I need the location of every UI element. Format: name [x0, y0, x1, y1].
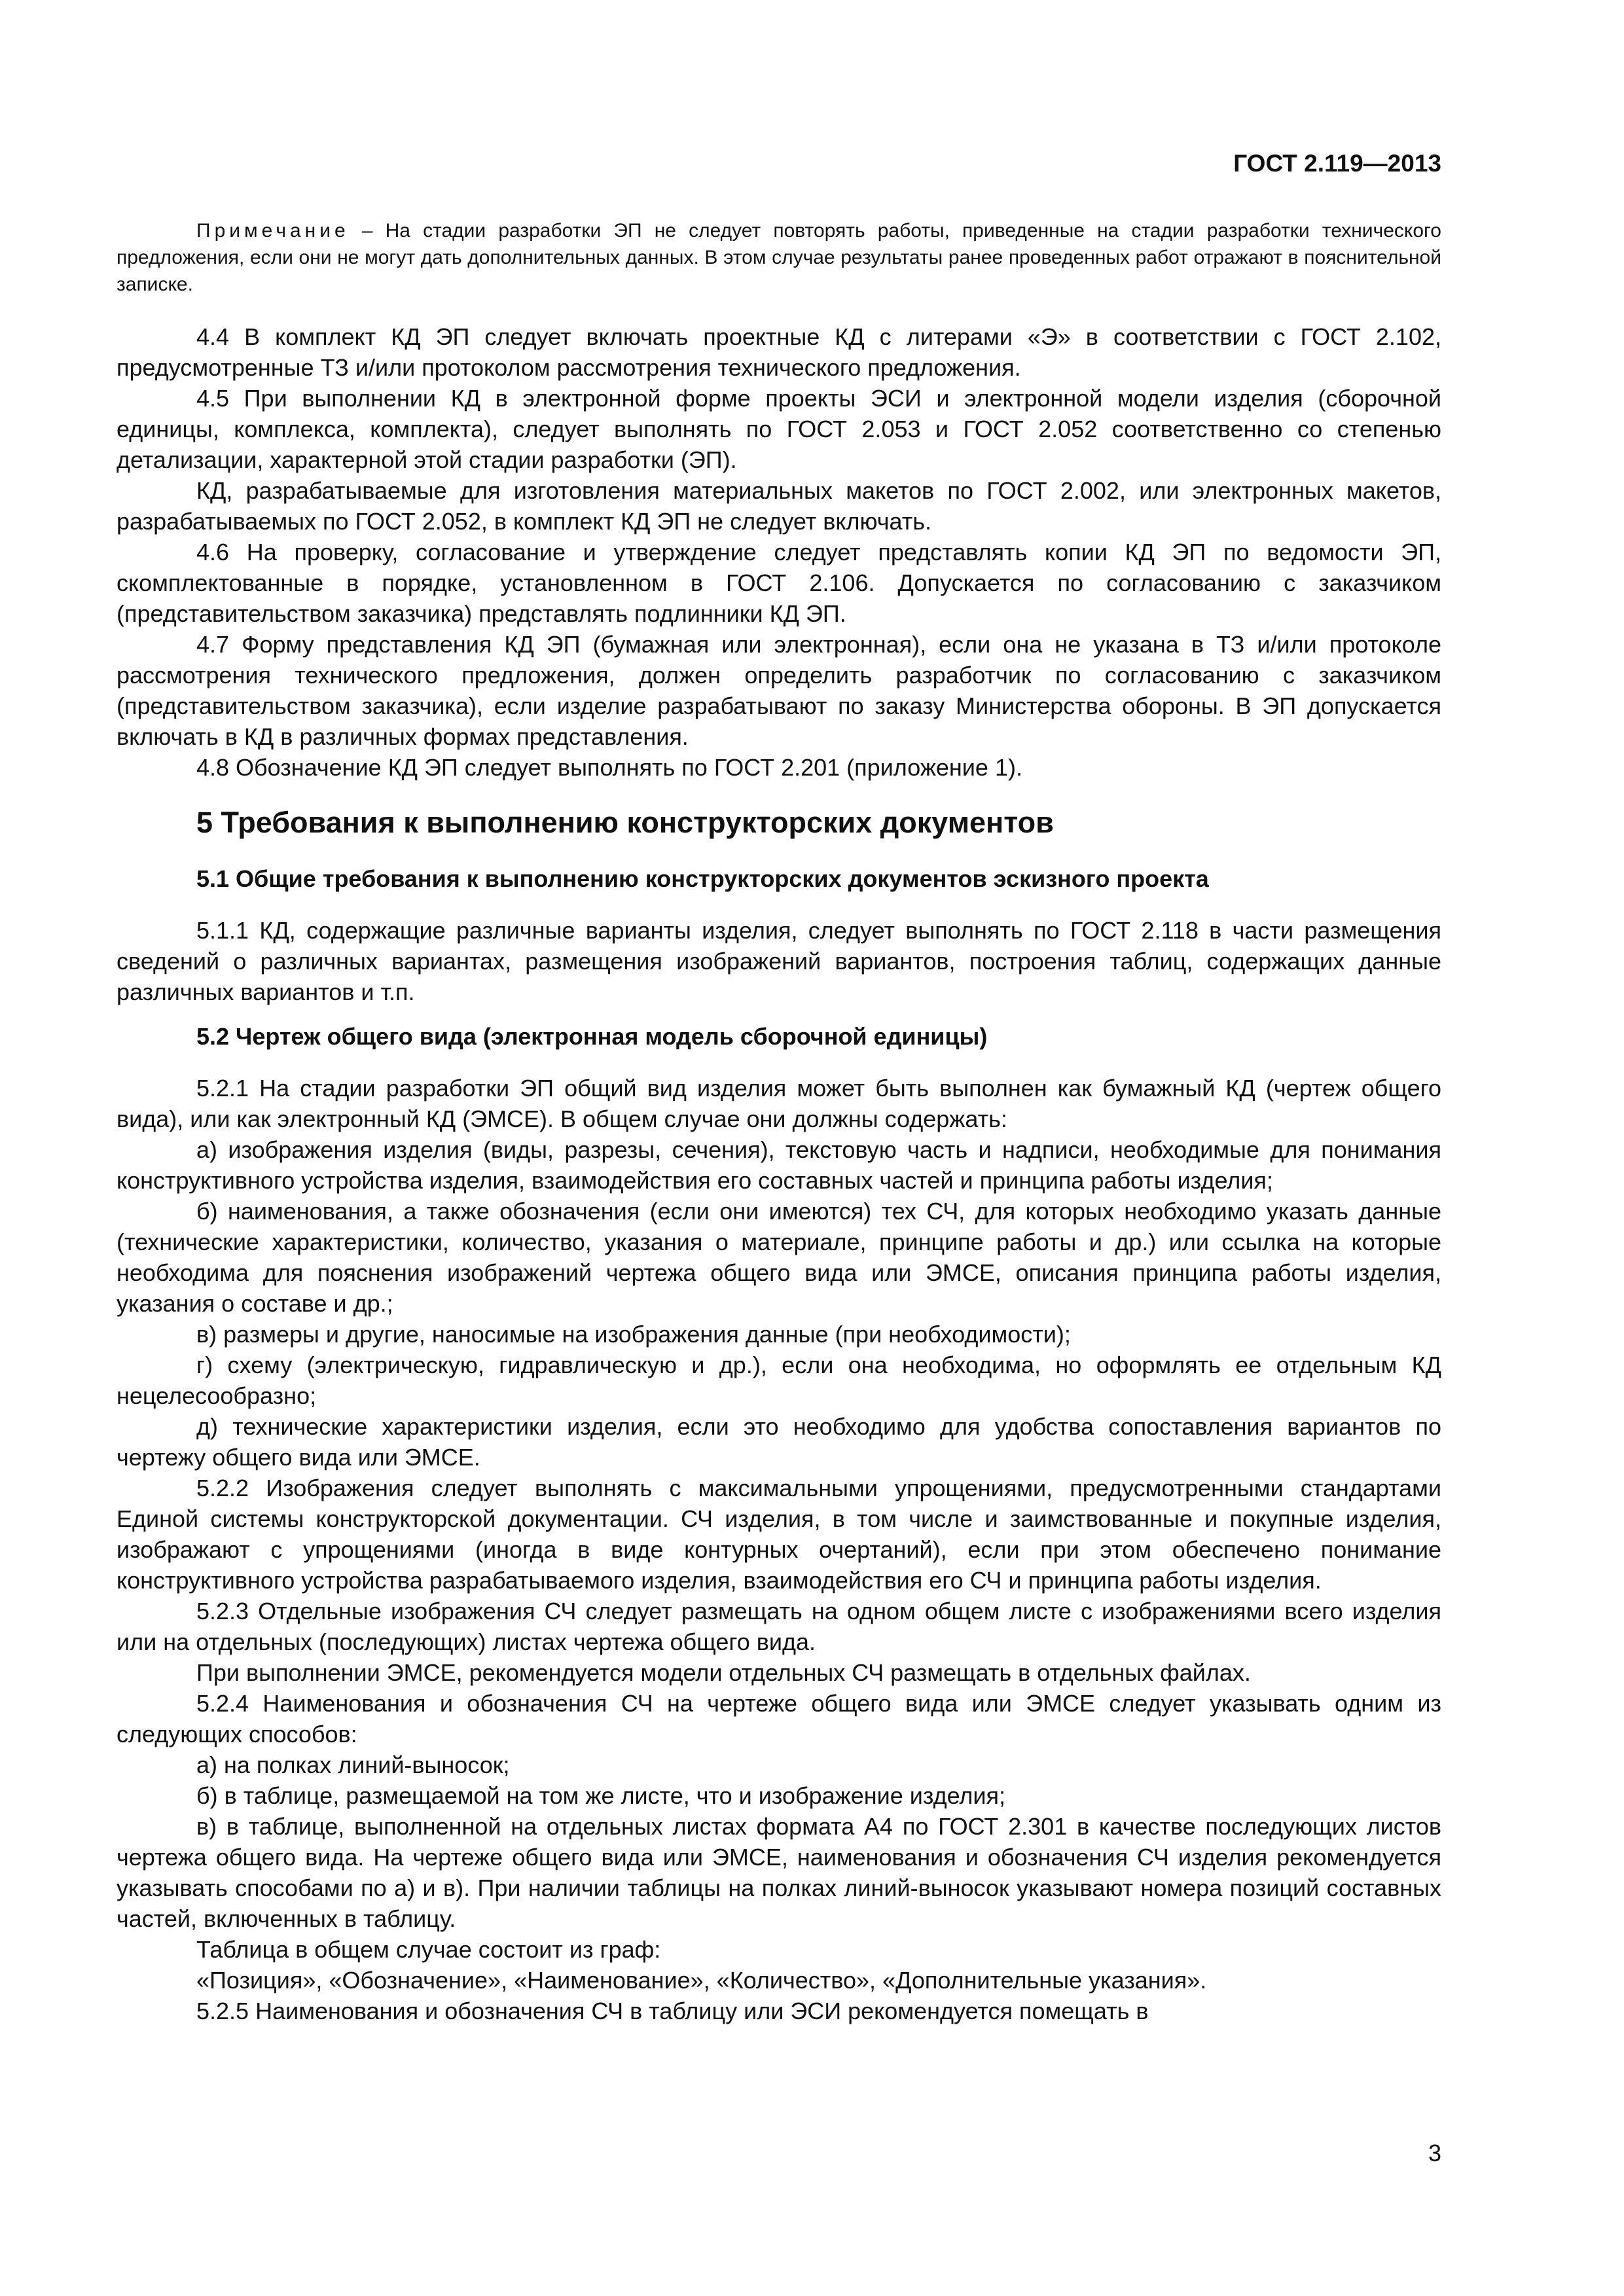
page-number: 3 [1428, 2140, 1441, 2166]
section-5-heading: 5 Требования к выполнению конструкторских документов [196, 806, 1054, 839]
list-item-d: д) технические характеристики изделия, если это необходимо для удобства сопоставления вариантов по чертежу общего вида или ЭМСЕ. [117, 1413, 1441, 1471]
paragraph-5-2-3-cont: При выполнении ЭМСЕ, рекомендуется модели отдельных СЧ размещать в отдельных файлах. [196, 1659, 1251, 1686]
method-item-b: б) в таблице, размещаемой на том же листе, что и изображение изделия; [196, 1782, 1006, 1809]
paragraph-4-7: 4.7 Форму представления КД ЭП (бумажная или электронная), если она не указана в ТЗ и/или протоколе рассмотрения технического предложения, должен определить разработчик по согласованию с заказчиком (представительством заказчика), если изделие разрабатывают по заказу Министерства обороны. В ЭП допускается включать в КД в различных формах представления. [117, 631, 1441, 750]
method-item-a: а) на полках линий-выносок; [196, 1751, 510, 1778]
paragraph-4-5: 4.5 При выполнении КД в электронной форме проекты ЭСИ и электронной модели изделия (сборочной единицы, комплекса, комплекта), следует выполнять по ГОСТ 2.053 и ГОСТ 2.052 соответственно со степенью детализации, характерной этой стадии разработки (ЭП). [117, 385, 1441, 473]
standard-header: ГОСТ 2.119—2013 [1233, 150, 1441, 177]
paragraph-5-1-1: 5.1.1 КД, содержащие различные варианты изделия, следует выполнять по ГОСТ 2.118 в части размещения сведений о различных вариантах, размещения изображений вариантов, построения таблиц, содержащих данные различных вариантов и т.п. [117, 917, 1441, 1005]
paragraph-4-6: 4.6 На проверку, согласование и утверждение следует представлять копии КД ЭП по ведомости ЭП, скомплектованные в порядке, установленном в ГОСТ 2.106. Допускается по согласованию с заказчиком (представительством заказчика) представлять подлинники КД ЭП. [117, 539, 1441, 627]
paragraph-5-2-3: 5.2.3 Отдельные изображения СЧ следует размещать на одном общем листе с изображениями всего изделия или на отдельных (последующих) листах чертежа общего вида. [117, 1598, 1441, 1655]
subsection-5-1-heading: 5.1 Общие требования к выполнению конструкторских документов эскизного проекта [196, 865, 1209, 892]
paragraph-5-2-5: 5.2.5 Наименования и обозначения СЧ в таблицу или ЭСИ рекомендуется помещать в [196, 1998, 1149, 2024]
table-columns-intro: Таблица в общем случае состоит из граф: [196, 1936, 661, 1963]
paragraph-5-2-2: 5.2.2 Изображения следует выполнять с максимальными упрощениями, предусмотренными стандартами Единой системы конструкторской документации. СЧ изделия, в том числе и заимствованные и покупные изделия, изображают с упрощениями (иногда в виде контурных очертаний), если при этом обеспечено понимание конструктивного устройства разрабатываемого изделия, взаимодействия его СЧ и принципа работы изделия. [117, 1475, 1441, 1594]
paragraph-4-5-cont: КД, разрабатываемые для изготовления материальных макетов по ГОСТ 2.002, или электронных макетов, разрабатываемых по ГОСТ 2.052, в комплект КД ЭП не следует включать. [117, 477, 1441, 535]
list-item-b: б) наименования, а также обозначения (если они имеются) тех СЧ, для которых необходимо указать данные (технические характеристики, количество, указания о материале, принципе работы и др.) или ссылка на которые необходима для пояснения изображений чертежа общего вида или ЭМСЕ, описания принципа работы изделия, указания о составе и др.; [117, 1198, 1441, 1317]
paragraph-5-2-4: 5.2.4 Наименования и обозначения СЧ на чертеже общего вида или ЭМСЕ следует указывать одним из следующих способов: [117, 1690, 1441, 1748]
paragraph-4-8: 4.8 Обозначение КД ЭП следует выполнять по ГОСТ 2.201 (приложение 1). [196, 754, 1022, 781]
note-paragraph [117, 217, 1441, 298]
method-item-v: в) в таблице, выполненной на отдельных листах формата А4 по ГОСТ 2.301 в качестве последующих листов чертежа общего вида. На чертеже общего вида или ЭМСЕ, наименования и обозначения СЧ изделия рекомендуется указывать способами по а) и в). При наличии таблицы на полках линий-выносок указывают номера позиций составных частей, включенных в таблицу. [117, 1813, 1441, 1932]
document-page [117, 149, 1441, 2026]
subsection-5-2-heading: 5.2 Чертеж общего вида (электронная модель сборочной единицы) [196, 1023, 988, 1050]
note-text: – На стадии разработки ЭП не следует повторять работы, приведенные на стадии разработки технического предложения, если они не могут дать дополнительных данных. В этом случае результаты ранее проведенных работ отражают в пояснительной записке. [117, 220, 1441, 295]
paragraph-4-4: 4.4 В комплект КД ЭП следует включать проектные КД с литерами «Э» в соответствии с ГОСТ 2.102, предусмотренные ТЗ и/или протоколом рассмотрения технического предложения. [117, 323, 1441, 381]
paragraph-5-2-1: 5.2.1 На стадии разработки ЭП общий вид изделия может быть выполнен как бумажный КД (чертеж общего вида), или как электронный КД (ЭМСЕ). В общем случае они должны содержать: [117, 1075, 1441, 1132]
table-columns-list: «Позиция», «Обозначение», «Наименование», «Количество», «Дополнительные указания». [196, 1967, 1207, 1994]
note-lead: Примечание [196, 220, 350, 242]
list-item-v: в) размеры и другие, наносимые на изображения данные (при необходимости); [196, 1321, 1071, 1348]
list-item-a: а) изображения изделия (виды, разрезы, сечения), текстовую часть и надписи, необходимые для понимания конструктивного устройства изделия, взаимодействия его составных частей и принципа работы изделия; [117, 1136, 1441, 1194]
list-item-g: г) схему (электрическую, гидравлическую и др.), если она необходима, но оформлять ее отдельным КД нецелесообразно; [117, 1352, 1441, 1409]
